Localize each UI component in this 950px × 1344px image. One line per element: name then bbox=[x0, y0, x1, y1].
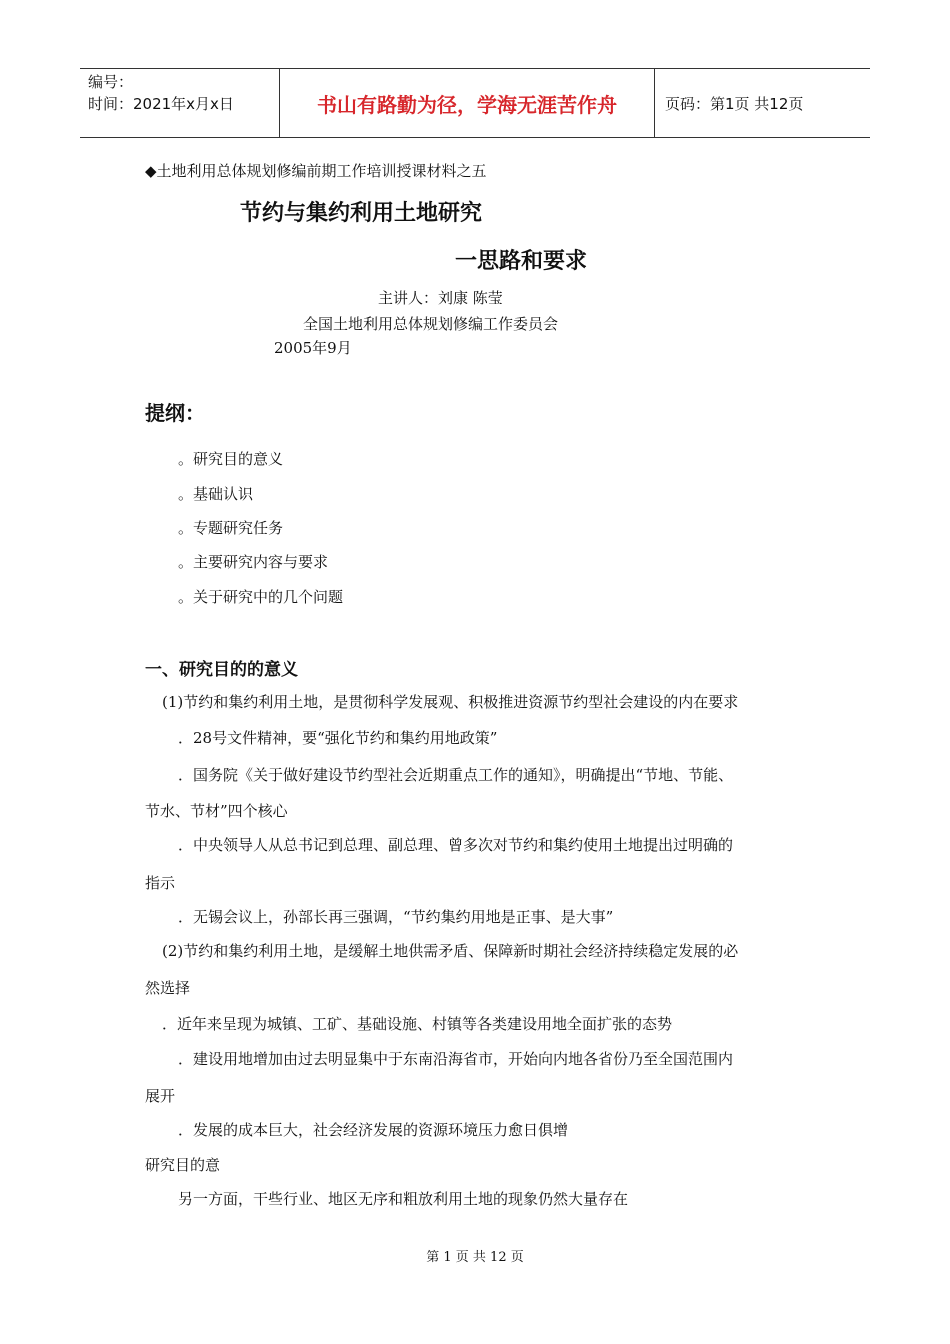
paragraph-line: (2)节约和集约利用土地，是缓解土地供需矛盾、保障新时期社会经济持续稳定发展的必 bbox=[162, 942, 739, 960]
paragraph-line: ．国务院《关于做好建设节约型社会近期重点工作的通知》，明确提出“节地、节能、 bbox=[178, 766, 734, 784]
document-title: 节约与集约利用土地研究 bbox=[240, 201, 483, 226]
outline-item: 。关于研究中的几个问题 bbox=[178, 588, 344, 606]
header-motto: 书山有路勤为径，学海无涯苦作舟 bbox=[280, 69, 655, 137]
paragraph-line: ．中央领导人从总书记到总理、副总理、曾多次对节约和集约使用土地提出过明确的 bbox=[178, 836, 734, 854]
document-subtitle: ◆土地利用总体规划修编前期工作培训授课材料之五 bbox=[145, 162, 487, 180]
page-footer: 第 1 页 共 12 页 bbox=[426, 1250, 524, 1265]
paragraph-line: 研究目的意 bbox=[145, 1156, 221, 1174]
number-label: 编号： bbox=[88, 73, 134, 91]
time-label: 时间：2021年x月x日 bbox=[88, 95, 234, 113]
paragraph-line: 然选择 bbox=[145, 979, 191, 997]
speaker: 主讲人：刘康 陈莹 bbox=[378, 289, 503, 307]
outline-heading: 提纲： bbox=[145, 401, 205, 425]
paragraph-line: (1)节约和集约利用土地，是贯彻科学发展观、积极推进资源节约型社会建设的内在要求 bbox=[162, 693, 739, 711]
header-page-info: 页码：第1页 共12页 bbox=[665, 94, 804, 113]
paragraph-line: ．发展的成本巨大，社会经济发展的资源环境压力愈日俱增 bbox=[178, 1121, 569, 1139]
outline-item: 。主要研究内容与要求 bbox=[178, 553, 329, 571]
paragraph-line: ．28号文件精神，要“强化节约和集约用地政策” bbox=[178, 729, 498, 747]
paragraph-line: 展开 bbox=[145, 1087, 176, 1105]
paragraph-line: 节水、节材”四个核心 bbox=[145, 802, 288, 820]
document-title-line2: 一思路和要求 bbox=[455, 249, 588, 274]
paragraph-line: ．建设用地增加由过去明显集中于东南沿海省市，开始向内地各省份乃至全国范围内 bbox=[178, 1050, 734, 1068]
section-heading: 一、研究目的的意义 bbox=[145, 660, 298, 680]
paragraph-line: ．无锡会议上，孙部长再三强调，“节约集约用地是正事、是大事” bbox=[178, 908, 614, 926]
header-meta bbox=[80, 69, 280, 137]
paragraph-line: 另一方面，干些行业、地区无序和粗放利用土地的现象仍然大量存在 bbox=[178, 1190, 629, 1208]
organization: 全国土地利用总体规划修编工作委员会 bbox=[303, 315, 559, 333]
outline-item: 。研究目的意义 bbox=[178, 450, 284, 468]
outline-item: 。基础认识 bbox=[178, 485, 254, 503]
paragraph-line: ．近年来呈现为城镇、工矿、基础设施、村镇等各类建设用地全面扩张的态势 bbox=[162, 1015, 673, 1033]
date: 2005年9月 bbox=[274, 339, 352, 357]
outline-item: 。专题研究任务 bbox=[178, 519, 284, 537]
document-header bbox=[80, 68, 870, 138]
paragraph-line: 指示 bbox=[145, 874, 176, 892]
